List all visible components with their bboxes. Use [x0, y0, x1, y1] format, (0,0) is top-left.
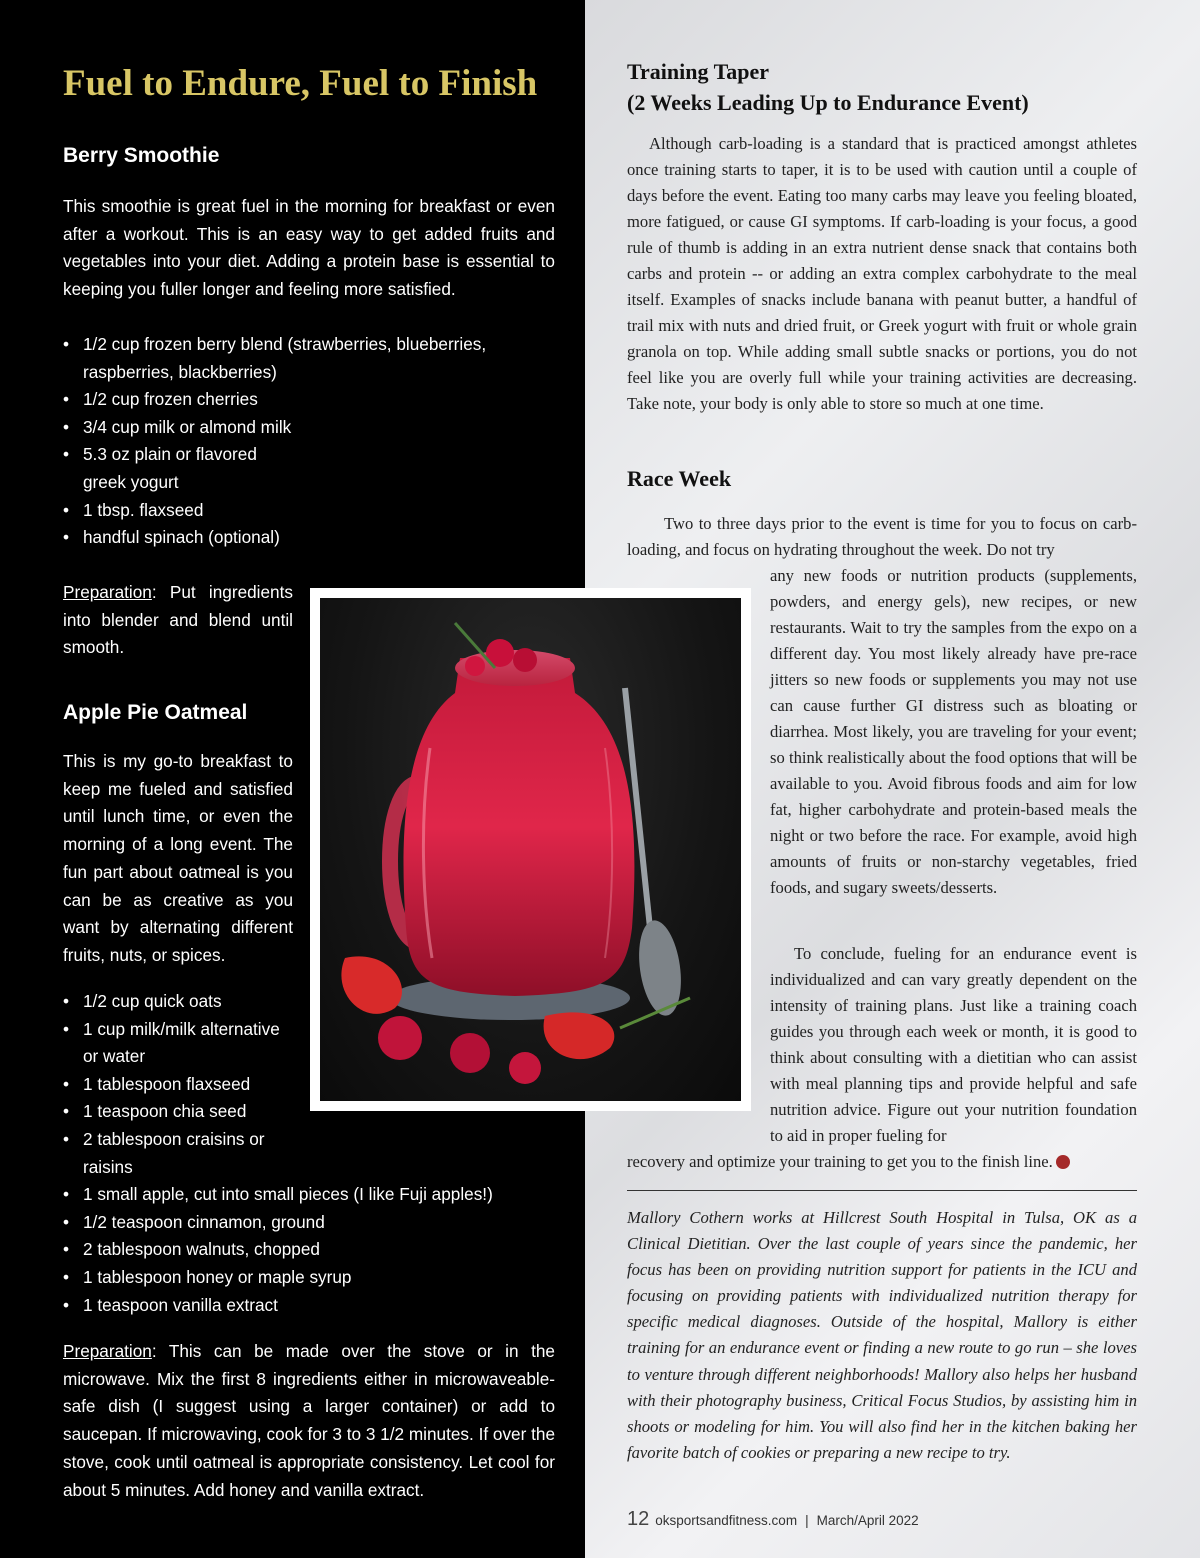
oatmeal-heading: Apple Pie Oatmeal [63, 701, 248, 724]
list-item: • 3/4 cup milk or almond milk [63, 414, 533, 442]
conclusion-body: To conclude, fueling for an endurance event is individualized and can vary greatly dependent on the intensity of training plans. Just like a training coach guides you through each week or month, it is good to think about consulting with a dietitian who can assist with meal planning tips and provide helpful and safe nutrition advice. Figure out your nutrition foundation to aid in proper fueling for [770, 944, 1137, 1145]
footer-issue: March/April 2022 [816, 1513, 919, 1528]
oatmeal-preparation [63, 1338, 555, 1504]
list-item: • 1 teaspoon chia seed [63, 1098, 533, 1126]
footer-site: oksportsandfitness.com [655, 1513, 798, 1528]
race-week-body-top: Two to three days prior to the event is time for you to focus on carb-loading, and focus on hydrating throughout the week. Do not try [627, 514, 1137, 559]
smoothie-intro: This smoothie is great fuel in the morning for breakfast or even after a workout. This is an easy way to get added fruits and vegetables into your diet. Adding a protein base is essential to keeping you fuller longer and feeling more satisfied. [63, 196, 555, 300]
list-item: • 1 cup milk/milk alternative or water [63, 1016, 298, 1071]
preparation-label: Preparation [63, 1341, 152, 1361]
list-item: • 2 tablespoon craisins or raisins [63, 1126, 283, 1181]
oatmeal-intro: This is my go-to breakfast to keep me fueled and satisfied until lunch time, or even the morning of a long event. The fun part about oatmeal is you can be as creative as you want by alternating different fruits, nuts, or spices. [63, 751, 293, 965]
bio-divider [627, 1190, 1137, 1191]
taper-heading-line1: Training Taper [627, 59, 770, 84]
smoothie-jar-illustration [320, 598, 741, 1101]
end-mark-icon [1056, 1155, 1070, 1169]
list-item: • 1/2 cup quick oats [63, 988, 533, 1016]
list-item: • 1 tablespoon honey or maple syrup [63, 1264, 533, 1292]
strawberry-shape [341, 956, 402, 1013]
conclusion-tail-text: recovery and optimize your training to get you to the finish line. [627, 1152, 1053, 1171]
footer-separator: | [805, 1513, 809, 1528]
jar-body [404, 658, 635, 996]
race-week-body-wrap: any new foods or nutrition products (supplements, powders, and energy gels), new recipes, or new restaurants. Wait to try the samples from the expo on a different day. You most likely already have pre-race jitters so new foods or supplements you may not use can cause further GI distress such as bloating or diarrhea. Most likely, you are traveling for your event; so think realistically about the food options that will be available to you. Avoid fibrous foods and aim for low fat, higher carbohydrate and protein-based meals the night or two before the race. For example, avoid high amounts of fruits or non-starchy vegetables, fried foods, and sugary sweets/desserts. [770, 566, 1137, 897]
page-footer [627, 1508, 919, 1531]
taper-heading-line2: (2 Weeks Leading Up to Endurance Event) [627, 90, 1029, 115]
preparation-text: : This can be made over the stove or in the microwave. Mix the first 8 ingredients either in microwaveable-safe dish (I suggest using a larger container) or add to saucepan. If microwaving, cook for 3 to 3 1/2 minutes. If over the stove, cook until oatmeal is appropriate consistency. Let cool for about 5 minutes. Add honey and vanilla extract. [63, 1341, 556, 1500]
list-item: • 1/2 teaspoon cinnamon, ground [63, 1209, 533, 1237]
author-bio: Mallory Cothern works at Hillcrest South Hospital in Tulsa, OK as a Clinical Dietitian. Over the last couple of years since the pandemic, her focus has been on providing nutrition support for patients in the ICU and focusing on providing patients with individualized nutrition therapy for specific medical diagnoses. Outside of the hospital, Mallory is either training for an endurance event or finding a new route to go run – she loves to venture through different neighborhoods! Mallory also helps her husband with their photography business, Critical Focus Studios, by assisting him in shoots or modeling for him. You will also find her in the kitchen baking her favorite batch of cookies or preparing a new recipe to try. [627, 1208, 1137, 1462]
list-item: • 5.3 oz plain or flavored greek yogurt [63, 441, 283, 496]
smoothie-preparation [63, 579, 293, 662]
page-title: Fuel to Endure, Fuel to Finish [63, 63, 538, 104]
page-number: 12 [627, 1508, 650, 1530]
list-item: • 1/2 cup frozen cherries [63, 386, 533, 414]
list-item: • 1/2 cup frozen berry blend (strawberries, blueberries, raspberries, blackberries) [63, 331, 533, 386]
taper-body: Although carb-loading is a standard that is practiced amongst athletes once training starts to taper, it is to be used with caution until a couple of days before the event. Eating too many carbs may leave you feeling bloated, more fatigued, or cause GI symptoms. If carb-loading is your focus, a good rule of thumb is adding in an extra nutrient dense snack that contains both carbs and protein -- or adding an extra complex carbohydrate to the meal itself. Examples of snacks include banana with peanut butter, a handful of trail mix with nuts and dried fruit, or Greek yogurt with fruit or whole grain granola on top. While adding small subtle snacks or portions, you do not feel like you are overly full while your training activities are decreasing. Take note, your body is only able to store so much at one time. [627, 134, 1137, 413]
list-item: • 1 teaspoon vanilla extract [63, 1292, 533, 1320]
smoothie-photo [320, 598, 741, 1101]
taper-heading [627, 56, 1029, 118]
preparation-text: : Put ingredients into blender and blend until smooth. [63, 582, 293, 658]
smoothie-ingredients [63, 331, 533, 552]
smoothie-photo-frame [310, 588, 751, 1111]
preparation-label: Preparation [63, 582, 152, 602]
list-item: • 1 small apple, cut into small pieces (I like Fuji apples!) [63, 1181, 533, 1209]
list-item: • 1 tablespoon flaxseed [63, 1071, 533, 1099]
list-item: • 2 tablespoon walnuts, chopped [63, 1236, 533, 1264]
race-week-heading: Race Week [627, 466, 732, 491]
smoothie-heading: Berry Smoothie [63, 144, 220, 167]
conclusion-tail [627, 1149, 1137, 1175]
list-item: • 1 tbsp. flaxseed [63, 497, 533, 525]
list-item: • handful spinach (optional) [63, 524, 533, 552]
